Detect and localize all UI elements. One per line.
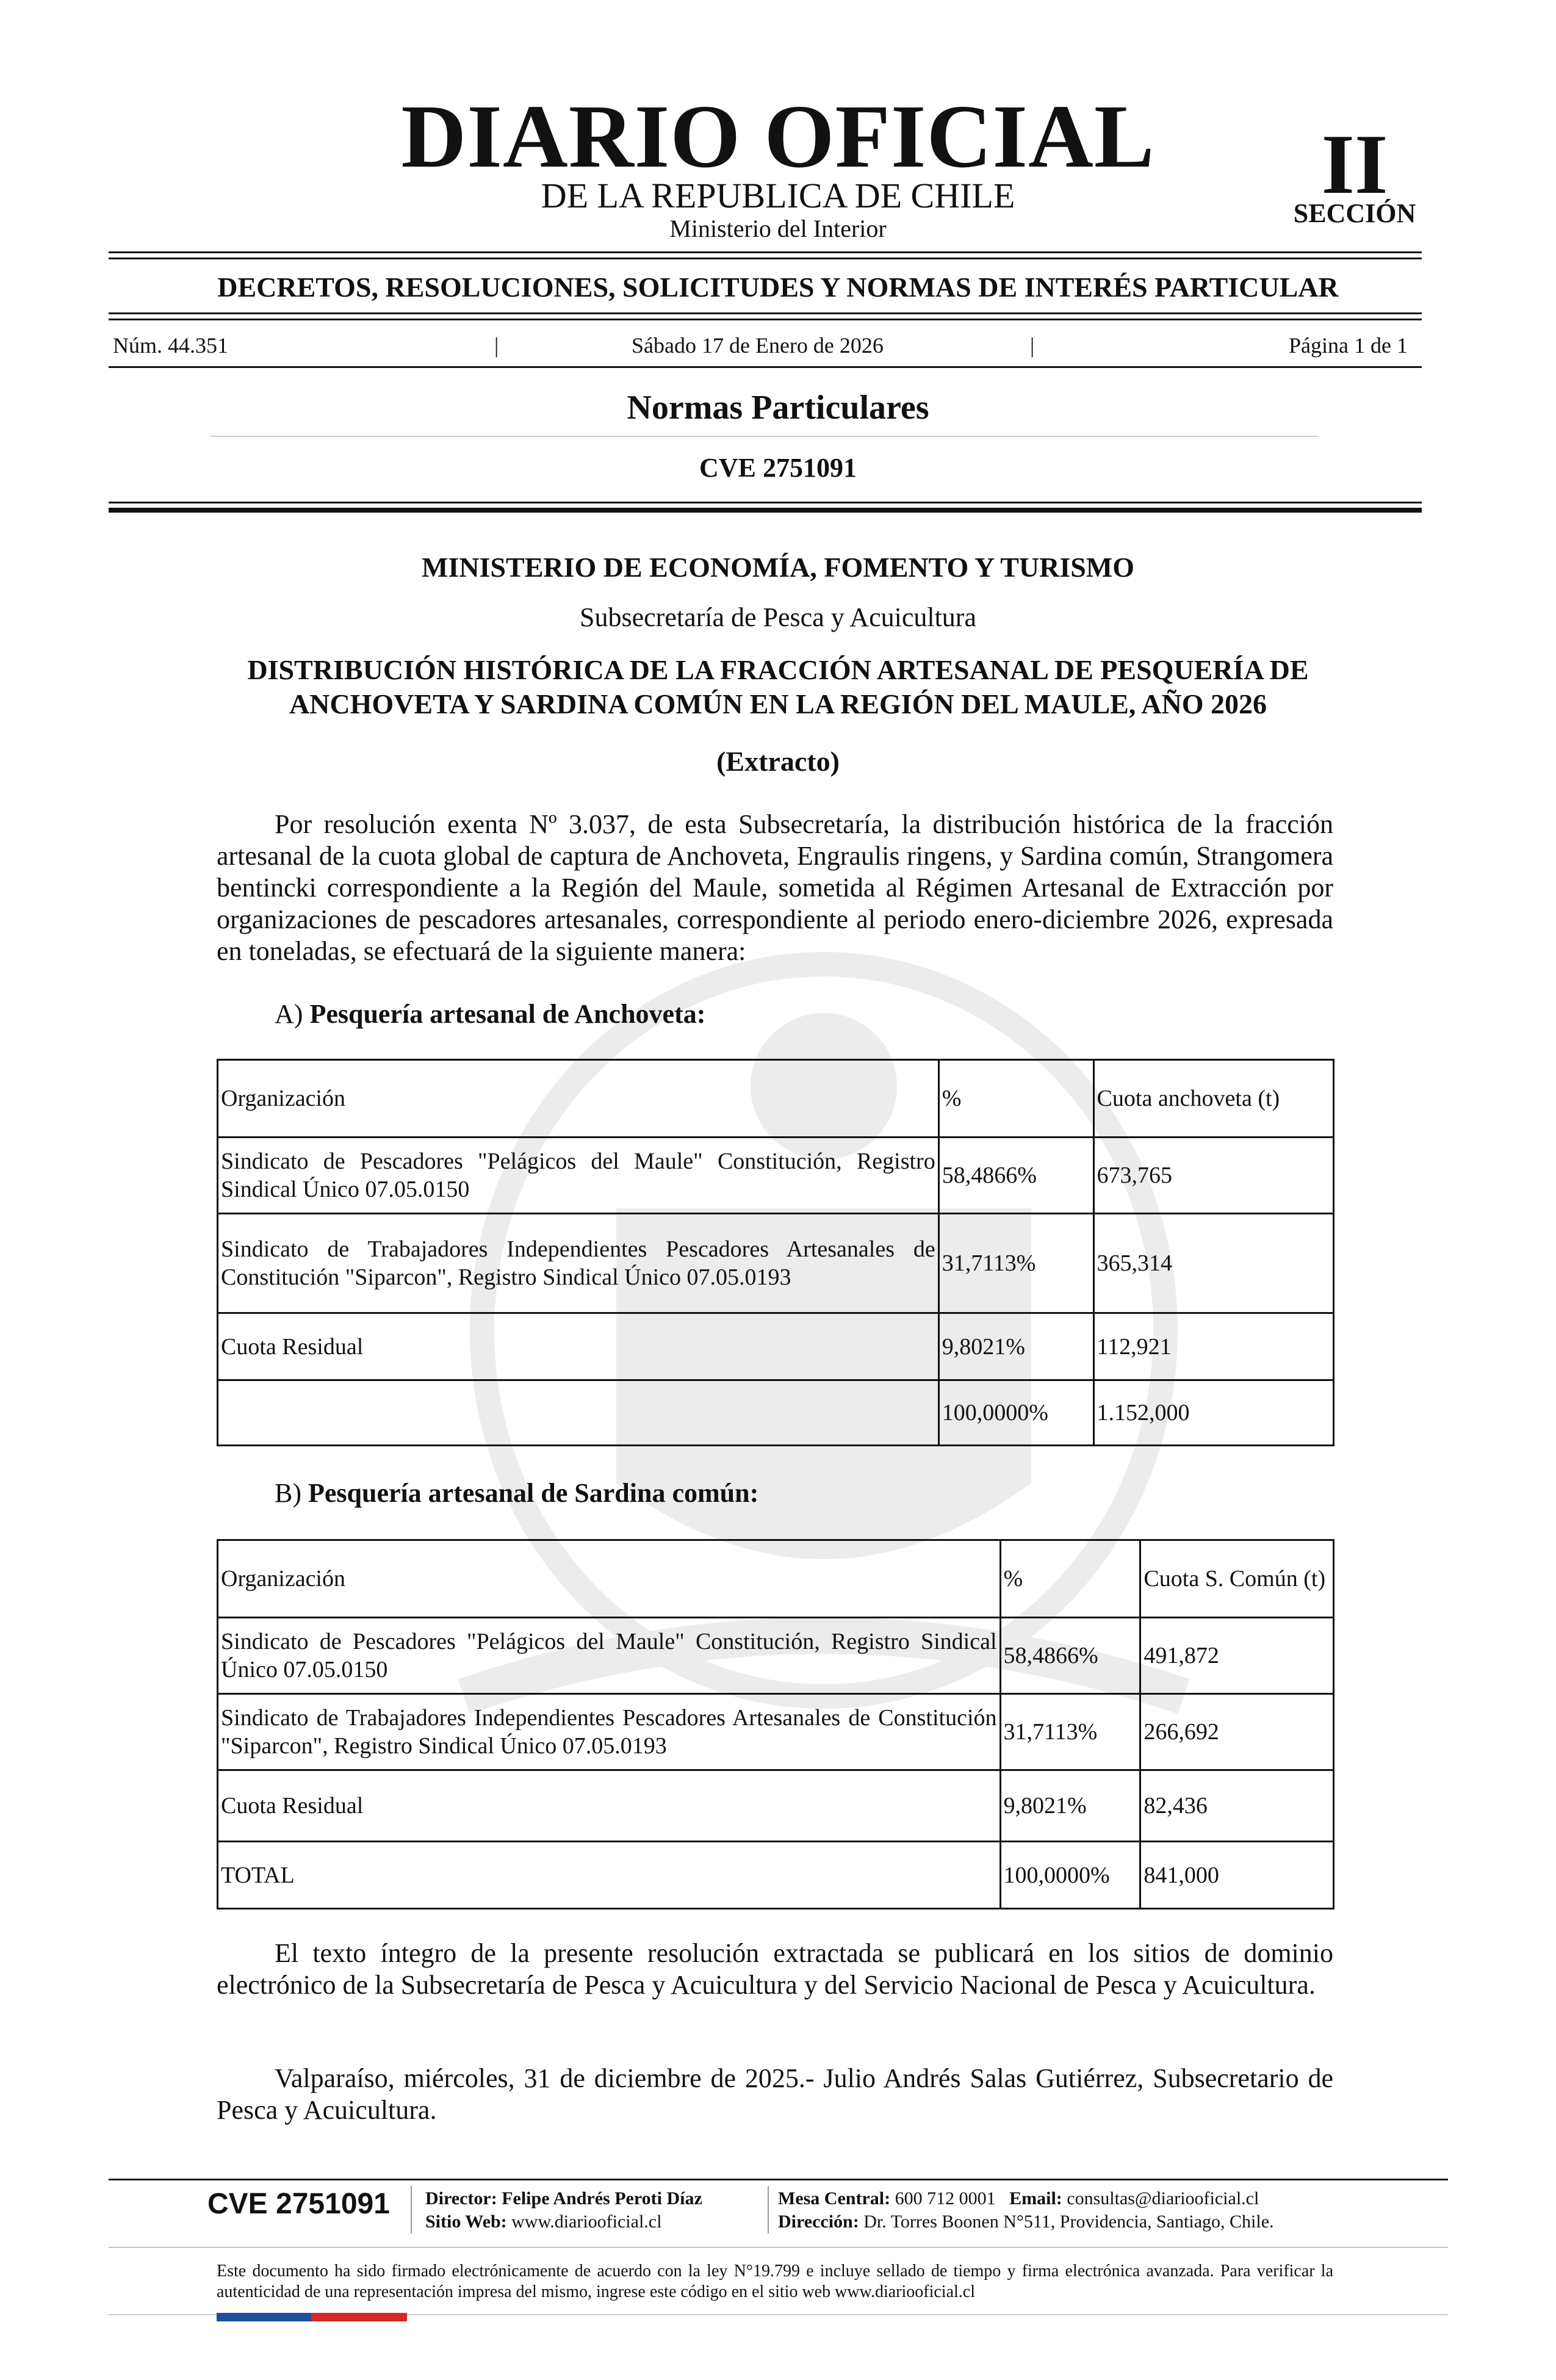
- table-row: [218, 1694, 1334, 1770]
- table-cell-organization: Sindicato de Pescadores "Pelágicos del Maule" Constitución, Registro Sindical Único 07.05.0150: [218, 1138, 939, 1214]
- table-header-cell: Cuota S. Común (t): [1140, 1540, 1334, 1618]
- table-cell-quota: 491,872: [1140, 1618, 1334, 1694]
- table-row: [218, 1618, 1334, 1694]
- footer-address: Dr. Torres Boonen N°511, Providencia, Santiago, Chile.: [863, 2212, 1274, 2232]
- document-title: [183, 653, 1373, 721]
- section-number: II: [1321, 117, 1388, 212]
- table-total-row: [218, 1380, 1334, 1446]
- table-cell-percent: 9,8021%: [1000, 1770, 1140, 1842]
- footer-disclaimer: Este documento ha sido firmado electrónicamente de acuerdo con la ley N°19.799 e incluye sellado de tiempo y firma electrónica avanzada. Para verificar la autenticidad de una representación impresa del mismo, ingrese este código en el sitio web www.diariooficial.cl: [217, 2262, 1333, 2301]
- section-a-heading: [275, 1001, 705, 1028]
- footer-rule: [109, 2179, 1448, 2180]
- table-cell-organization: Sindicato de Trabajadores Independientes Pescadores Artesanales de Constitución "Siparcon", Registro Sindical Único 07.05.0193: [218, 1214, 939, 1313]
- band-rule: [109, 319, 1422, 320]
- subinstitution-heading: Subsecretaría de Pesca y Acuicultura: [580, 602, 976, 632]
- header-rule: [109, 251, 1422, 253]
- table-cell-quota: 365,314: [1093, 1214, 1333, 1313]
- document-title-line: ANCHOVETA Y SARDINA COMÚN EN LA REGIÓN DEL MAULE, AÑO 2026: [289, 688, 1267, 719]
- table-cell-quota: 1.152,000: [1093, 1380, 1333, 1446]
- footer-site-label: Sitio Web:: [425, 2212, 507, 2232]
- institution-heading: MINISTERIO DE ECONOMÍA, FOMENTO Y TURISMO: [421, 552, 1134, 583]
- cve-rule: [109, 508, 1422, 513]
- footer-director-label: Director:: [425, 2188, 497, 2209]
- section-a-prefix: A): [275, 999, 303, 1029]
- table-anchoveta: [217, 1059, 1334, 1446]
- footer-email-link[interactable]: consultas@diariooficial.cl: [1067, 2188, 1259, 2209]
- table-header-cell: %: [938, 1060, 1093, 1138]
- cve-code: CVE 2751091: [699, 453, 857, 483]
- section-b-title: Pesquería artesanal de Sardina común:: [308, 1478, 759, 1508]
- closing-paragraph: El texto íntegro de la presente resolución extractada se publicará en los sitios de dominio electrónico de la Subsecretaría de Pesca y Acuicultura y del Servicio Nacional de Pesca y Acuicultura.: [217, 1938, 1333, 2000]
- section-label: SECCIÓN: [1293, 198, 1416, 228]
- table-row: [218, 1313, 1334, 1380]
- table-header-row: [218, 1060, 1334, 1138]
- table-cell-organization: Cuota Residual: [218, 1770, 1001, 1842]
- document-title-line: DISTRIBUCIÓN HISTÓRICA DE LA FRACCIÓN ARTESANAL DE PESQUERÍA DE: [247, 654, 1309, 685]
- table-header-cell: Organización: [218, 1060, 939, 1138]
- page-indicator: Página 1 de 1: [1289, 333, 1408, 358]
- table-sardina: [217, 1539, 1334, 1909]
- table-header-cell: Cuota anchoveta (t): [1093, 1060, 1333, 1138]
- table-cell-percent: 31,7113%: [938, 1214, 1093, 1313]
- table-cell-organization: Cuota Residual: [218, 1313, 939, 1380]
- table-cell-organization: Sindicato de Trabajadores Independientes Pescadores Artesanales de Constitución "Siparcon", Registro Sindical Único 07.05.0193: [218, 1694, 1001, 1770]
- section-title: Normas Particulares: [627, 389, 929, 427]
- footer-mesa-label: Mesa Central:: [778, 2188, 891, 2209]
- table-row: [218, 1770, 1334, 1842]
- flag-stripe-blue: [217, 2313, 311, 2321]
- footer-divider: [768, 2186, 769, 2234]
- footer-contact-block: [778, 2187, 1274, 2234]
- masthead-subtitle: DE LA REPUBLICA DE CHILE: [541, 176, 1015, 215]
- footer-mesa: 600 712 0001: [895, 2188, 996, 2209]
- issue-number: Núm. 44.351: [113, 333, 228, 358]
- table-header-cell: Organización: [218, 1540, 1001, 1618]
- footer-cve-code: CVE 2751091: [207, 2188, 390, 2220]
- extract-label: (Extracto): [716, 746, 840, 777]
- meta-separator: |: [494, 333, 499, 358]
- table-cell-percent: 100,0000%: [1000, 1842, 1140, 1909]
- table-cell-organization: Sindicato de Pescadores "Pelágicos del Maule" Constitución, Registro Sindical Único 07.05.0150: [218, 1618, 1001, 1694]
- table-cell-quota: 266,692: [1140, 1694, 1334, 1770]
- footer-director-block: [425, 2187, 702, 2234]
- band-rule: [109, 312, 1422, 314]
- footer-divider: [411, 2186, 412, 2234]
- table-cell-quota: 82,436: [1140, 1770, 1334, 1842]
- header-rule: [109, 258, 1422, 259]
- issue-date: Sábado 17 de Enero de 2026: [632, 333, 884, 358]
- cve-rule: [109, 502, 1422, 503]
- footer-address-label: Dirección:: [778, 2212, 859, 2232]
- table-cell-quota: 673,765: [1093, 1138, 1333, 1214]
- footer-rule-thin: [109, 2247, 1448, 2248]
- table-row: [218, 1214, 1334, 1313]
- meta-rule: [109, 366, 1422, 368]
- table-cell-quota: 112,921: [1093, 1313, 1333, 1380]
- section-a-title: Pesquería artesanal de Anchoveta:: [309, 999, 706, 1029]
- footer-director: Felipe Andrés Peroti Díaz: [502, 2188, 702, 2209]
- signature-paragraph: Valparaíso, miércoles, 31 de diciembre de 2025.- Julio Andrés Salas Gutiérrez, Subsecretario de Pesca y Acuicultura.: [217, 2063, 1333, 2125]
- table-header-row: [218, 1540, 1334, 1618]
- section-divider: [211, 436, 1318, 437]
- table-total-row: [218, 1842, 1334, 1909]
- table-cell-percent: 58,4866%: [938, 1138, 1093, 1214]
- table-cell-percent: 9,8021%: [938, 1313, 1093, 1380]
- category-band: DECRETOS, RESOLUCIONES, SOLICITUDES Y NORMAS DE INTERÉS PARTICULAR: [217, 272, 1339, 303]
- table-cell-percent: 31,7113%: [1000, 1694, 1140, 1770]
- masthead-title: DIARIO OFICIAL: [401, 87, 1155, 187]
- table-cell-percent: 58,4866%: [1000, 1618, 1140, 1694]
- footer-email-label: Email:: [1009, 2188, 1062, 2209]
- section-b-prefix: B): [275, 1478, 301, 1508]
- flag-stripe-red: [311, 2313, 407, 2321]
- masthead-ministry: Ministerio del Interior: [669, 215, 887, 242]
- table-cell-organization: [218, 1380, 939, 1446]
- footer-site-link[interactable]: www.diariooficial.cl: [511, 2212, 662, 2232]
- meta-separator: |: [1030, 333, 1035, 358]
- section-b-heading: [275, 1480, 758, 1507]
- table-cell-percent: 100,0000%: [938, 1380, 1093, 1446]
- intro-paragraph: Por resolución exenta Nº 3.037, de esta Subsecretaría, la distribución histórica de la fracción artesanal de la cuota global de captura de Anchoveta, Engraulis ringens, y Sardina común, Strangomera bentincki correspondiente a la Región del Maule, sometida al Régimen Artesanal de Extracción por organizaciones de pescadores artesanales, correspondiente al periodo enero-diciembre 2026, expresada en toneladas, se efectuará de la siguiente manera:: [217, 809, 1333, 966]
- table-row: [218, 1138, 1334, 1214]
- table-header-cell: %: [1000, 1540, 1140, 1618]
- table-cell-quota: 841,000: [1140, 1842, 1334, 1909]
- table-cell-organization: TOTAL: [218, 1842, 1001, 1909]
